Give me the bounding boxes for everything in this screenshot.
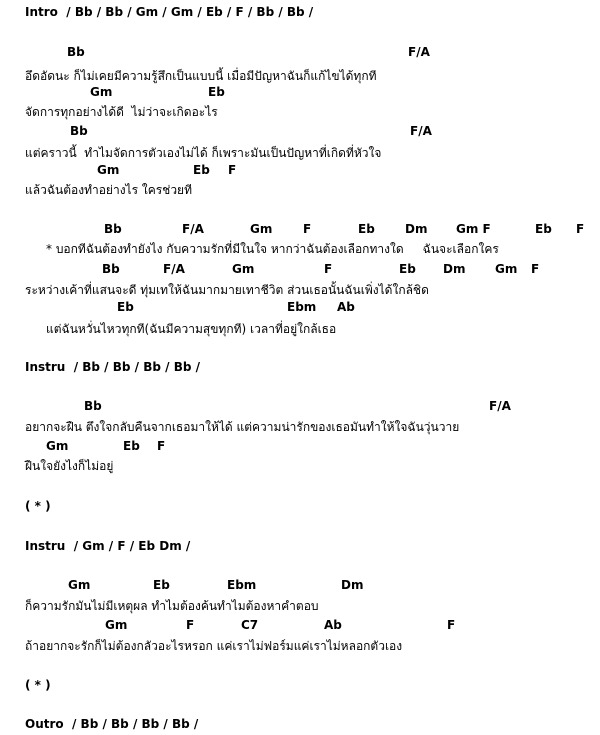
chord: Bb <box>84 399 102 413</box>
chord: F <box>228 163 237 177</box>
chord: F <box>447 618 456 632</box>
chord: Eb <box>208 85 225 99</box>
chord: F <box>157 439 166 453</box>
chord: Gm <box>232 262 255 276</box>
lyric-line: * บอกทีฉันต้องทำยังไง กับความรักที่มีในใจ หากว่าฉันต้องเลือกทางใด ฉันจะเลือกใคร <box>46 242 499 256</box>
chorus-repeat-marker: ( * ) <box>25 678 51 692</box>
chord: Dm <box>341 578 364 592</box>
chord: Ab <box>337 300 355 314</box>
chord: Gm <box>68 578 91 592</box>
chord: F <box>186 618 195 632</box>
chord: Ebm <box>287 300 317 314</box>
chord: Bb <box>67 45 85 59</box>
lyric-line: แล้วฉันต้องทำอย่างไร ใครช่วยที <box>25 183 192 197</box>
chord: Dm <box>405 222 428 236</box>
lyric-line: แต่ฉันหวั่นไหวทุกที(ฉันมีความสุขทุกที) เวลาที่อยู่ใกล้เธอ <box>46 322 337 336</box>
chord: Eb <box>193 163 210 177</box>
chord: F/A <box>489 399 511 413</box>
lyric-line: อยากจะฝืน ตึงใจกลับคืนจากเธอมาให้ได้ แต่ความน่ารักของเธอมันทำให้ใจฉันวุ่นวาย <box>25 420 460 434</box>
chord: F <box>576 222 585 236</box>
lyric-line: ถ้าอยากจะรักก็ไม่ต้องกลัวอะไรหรอก แค่เราไม่ฟอร์มแค่เราไม่หลอกตัวเอง <box>25 639 403 653</box>
chord: Eb <box>399 262 416 276</box>
chord: F/A <box>163 262 185 276</box>
intro-line: Intro / Bb / Bb / Gm / Gm / Eb / F / Bb / Bb / <box>25 5 314 19</box>
lyric-line: ฝืนใจยังไงก็ไม่อยู่ <box>25 459 114 473</box>
instrumental-line: Instru / Bb / Bb / Bb / Bb / <box>25 360 200 374</box>
chord: Gm <box>97 163 120 177</box>
chord: Bb <box>70 124 88 138</box>
chord: Eb <box>117 300 134 314</box>
chord: C7 <box>241 618 259 632</box>
chord: Gm <box>46 439 69 453</box>
chord: Bb <box>104 222 122 236</box>
chorus-repeat-marker: ( * ) <box>25 499 51 513</box>
outro-line: Outro / Bb / Bb / Bb / Bb / <box>25 717 199 731</box>
chord: F <box>531 262 540 276</box>
chord: Bb <box>102 262 120 276</box>
chord: F/A <box>408 45 430 59</box>
instrumental-line: Instru / Gm / F / Eb Dm / <box>25 539 191 553</box>
chord: F <box>303 222 312 236</box>
chord: F <box>324 262 333 276</box>
lyric-line: จัดการทุกอย่างได้ดี ไม่ว่าจะเกิดอะไร <box>25 105 218 119</box>
chord: Gm <box>495 262 518 276</box>
chord: Gm <box>250 222 273 236</box>
chord: F/A <box>410 124 432 138</box>
chord: F/A <box>182 222 204 236</box>
chord: Gm F <box>456 222 491 236</box>
chord: Ebm <box>227 578 257 592</box>
chord: Eb <box>358 222 375 236</box>
chord: Gm <box>90 85 113 99</box>
chord: Eb <box>123 439 140 453</box>
lyric-line: แต่คราวนี้ ทำไมจัดการตัวเองไม่ได้ ก็เพราะมันเป็นปัญหาที่เกิดที่หัวใจ <box>25 146 382 160</box>
chord: Dm <box>443 262 466 276</box>
lyric-line: อึดอัดนะ ก็ไม่เคยมีความรู้สึกเป็นแบบนี้ เมื่อมีปัญหาฉันก็แก้ไขได้ทุกที <box>25 69 377 83</box>
chord: Gm <box>105 618 128 632</box>
chord: Eb <box>535 222 552 236</box>
lyric-line: ระหว่างเค้าที่แสนจะดี ทุ่มเทให้ฉันมากมายเทาชีวิต ส่วนเธอนั้นฉันเพิ่งได้ใกล้ชิด <box>25 283 429 297</box>
chord: Eb <box>153 578 170 592</box>
chord: Ab <box>324 618 342 632</box>
lyric-line: ก็ความรักมันไม่มีเหตุผล ทำไมต้องค้นทำไมต้องหาคำตอบ <box>25 599 319 613</box>
